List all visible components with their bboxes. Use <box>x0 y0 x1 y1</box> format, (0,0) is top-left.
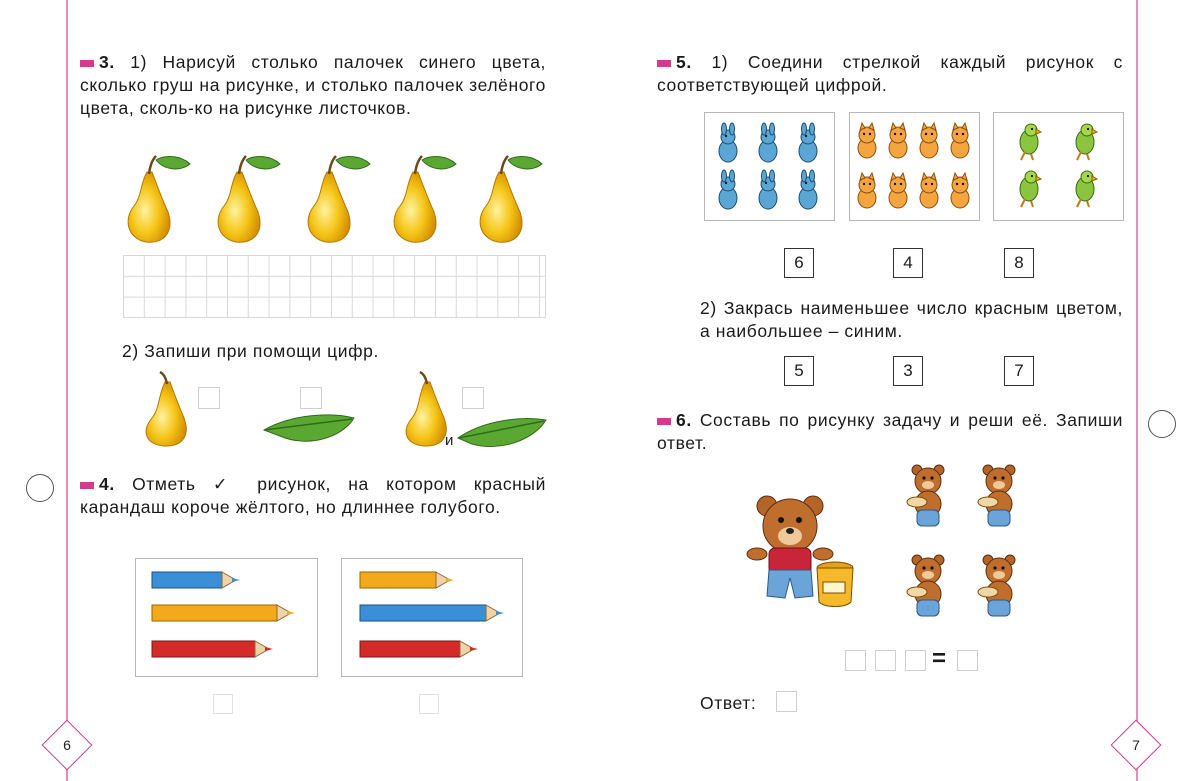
bunny-icon <box>719 170 737 209</box>
pear-icon <box>218 156 280 242</box>
parrots-group <box>993 112 1124 221</box>
pencil-icon <box>360 572 454 588</box>
check-box-b[interactable] <box>419 694 439 714</box>
task3-part2-text: 2) Запиши при помощи цифр. <box>122 341 379 361</box>
pear-icon <box>140 370 200 450</box>
pencil-icon <box>152 605 295 621</box>
task3-part2 <box>122 340 542 363</box>
number-box: 4 <box>893 248 923 278</box>
left-margin-line <box>66 0 68 781</box>
answer-box[interactable] <box>300 387 322 409</box>
task6-text <box>657 409 1123 455</box>
pencil-icon <box>360 605 504 621</box>
bunny-icon <box>799 170 817 209</box>
number-box[interactable]: 5 <box>784 356 814 386</box>
bear-icon <box>907 465 944 526</box>
bunny-icon <box>719 123 737 162</box>
kitten-icon <box>889 173 907 208</box>
bunny-icon <box>759 123 777 162</box>
four-bears <box>900 462 1040 632</box>
and-word: и <box>445 432 454 449</box>
pear-icon <box>394 156 456 242</box>
parrot-icon <box>1020 171 1041 207</box>
equation-box[interactable] <box>905 650 926 671</box>
task3-number: 3. <box>99 52 115 72</box>
task-marker <box>657 60 671 67</box>
answer-box[interactable] <box>776 691 797 712</box>
left-punch-hole <box>26 474 54 502</box>
bunny-icon <box>799 123 817 162</box>
right-margin-line <box>1136 0 1138 781</box>
kitten-icon <box>951 123 969 158</box>
answer-box[interactable] <box>462 387 484 409</box>
check-box-a[interactable] <box>213 694 233 714</box>
right-punch-hole <box>1148 410 1176 438</box>
pencils-set-a <box>150 568 310 668</box>
number-box[interactable]: 7 <box>1004 356 1034 386</box>
task3-part1 <box>80 51 546 120</box>
check-mark-icon: ✓ <box>212 474 240 494</box>
kitten-icon <box>920 173 938 208</box>
pear-icon <box>128 156 190 242</box>
task5-part2 <box>700 297 1123 343</box>
leaf-icon <box>456 416 548 452</box>
bunnies-group <box>704 112 835 221</box>
right-page-number: 7 <box>1111 720 1162 771</box>
pear-icon <box>308 156 370 242</box>
leaf-icon <box>262 412 357 448</box>
kitten-icon <box>951 173 969 208</box>
answer-box[interactable] <box>198 387 220 409</box>
left-page-number: 6 <box>42 720 93 771</box>
kitten-icon <box>858 173 876 208</box>
bear-icon <box>978 555 1015 616</box>
kitten-icon <box>858 123 876 158</box>
task5-part2-text: 2) Закрась наименьшее число красным цветом, а наибольшее – синим. <box>700 298 1123 341</box>
bear-icon <box>907 555 944 616</box>
pencil-icon <box>360 641 478 657</box>
task4-text-before: Отметь <box>132 474 196 494</box>
kitten-icon <box>889 123 907 158</box>
equals-sign: = <box>932 645 947 672</box>
bunny-icon <box>759 170 777 209</box>
pencil-icon <box>152 641 273 657</box>
drawing-grid[interactable] <box>123 255 546 318</box>
bear-with-honey <box>745 490 860 615</box>
pencils-set-b <box>358 568 518 668</box>
kittens-group <box>849 112 980 221</box>
task5-part1 <box>657 51 1123 97</box>
parrot-icon <box>1076 124 1097 160</box>
task-marker <box>80 60 94 67</box>
number-box: 8 <box>1004 248 1034 278</box>
honey-pot-icon <box>817 562 853 607</box>
task6-number: 6. <box>676 410 692 430</box>
pears-row <box>118 150 548 245</box>
equation-box[interactable] <box>845 650 866 671</box>
equation-box[interactable] <box>875 650 896 671</box>
pencil-icon <box>152 572 240 588</box>
pear-icon <box>480 156 542 242</box>
kitten-icon <box>920 123 938 158</box>
task4-text <box>80 473 546 519</box>
answer-label: Ответ: <box>700 693 757 713</box>
parrot-icon <box>1020 124 1041 160</box>
task5-number: 5. <box>676 52 692 72</box>
task4-text-after: рисунок, на котором красный карандаш короче жёлтого, но длиннее голубого. <box>80 474 546 517</box>
task4-number: 4. <box>99 474 115 494</box>
task-marker <box>657 418 671 425</box>
number-box[interactable]: 3 <box>893 356 923 386</box>
parrot-icon <box>1076 171 1097 207</box>
number-box: 6 <box>784 248 814 278</box>
bear-icon <box>978 465 1015 526</box>
equation-box[interactable] <box>957 650 978 671</box>
task6-text-body: Составь по рисунку задачу и реши её. Запиши ответ. <box>657 410 1123 453</box>
task-marker <box>80 482 94 489</box>
task3-part1-text: 1) Нарисуй столько палочек синего цвета, сколько груш на рисунке, и столько палочек зелёного цвета, сколь-ко на рисунке листочков. <box>80 52 547 118</box>
task5-part1-text: 1) Соедини стрелкой каждый рисунок с соответствующей цифрой. <box>657 52 1123 95</box>
